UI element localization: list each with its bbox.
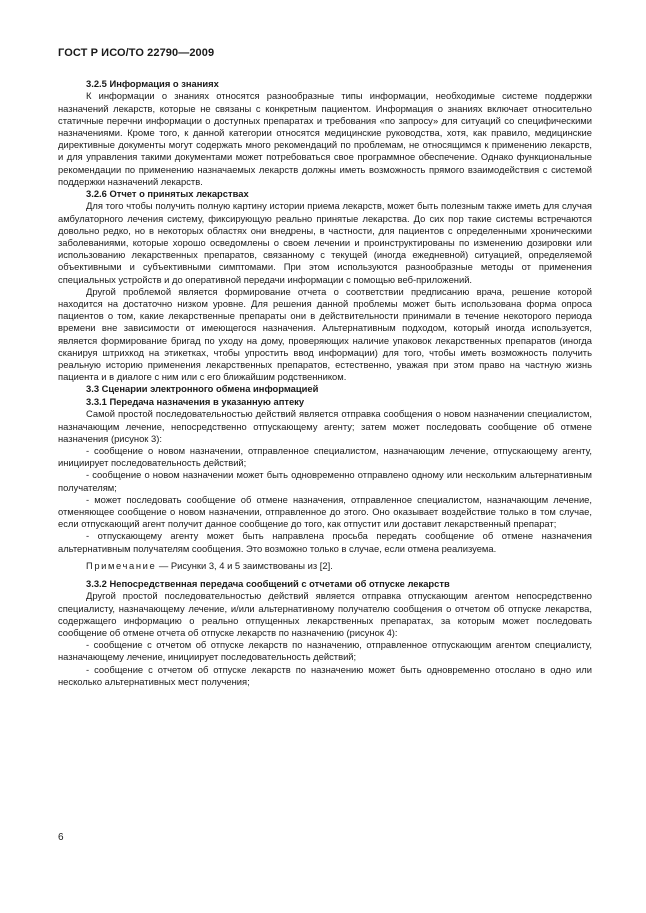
list-item: - может последовать сообщение об отмене назначения, отправленное специалистом, назначающим лечение, отменяющее сообщение о новом назначении, отправленное до этого. Оно оказывает воздействие только в том случае, если отпускающий агент получит данное сообщение до того, как отпустит или доставит лекарственный препарат;: [58, 493, 592, 530]
list-item: - сообщение с отчетом об отпуске лекарств по назначению может быть одновременно отослано в одно или несколько альтернативных мест получения;: [58, 663, 592, 687]
paragraph: Для того чтобы получить полную картину истории приема лекарств, может быть полезным также иметь для случая амбулаторного лечения систему, фиксирующую реально принятые лекарства. До сих пор такие системы встречаются довольно редко, но в некоторых областях они внедрены, в частности, для пациентов с определенными хроническими заболеваниями, которые хорошо осведомлены о своем лечении и проинструктированы по изменению дозировки или использованию лекарственных препаратов, связанному с текущей (иногда ежедневной) ситуацией, определяемой объективными и субъективными симптомами. При этом используются разнообразные методы от применения специальных устройств и до оперативной передачи информации с помощью веб-приложений.: [58, 200, 592, 285]
section-heading-3-2-6: 3.2.6 Отчет о принятых лекарствах: [86, 188, 249, 200]
section-heading-3-3-2: 3.3.2 Непосредственная передача сообщений с отчетами об отпуске лекарств: [86, 577, 450, 589]
list-item: - сообщение о новом назначении, отправленное специалистом, назначающим лечение, отпускающему агенту, инициирует последовательность действий;: [58, 444, 592, 469]
paragraph: Другой простой последовательностью действий является отправка отпускающим агентом непосредственно специалисту, назначающему лечение, и/или альтернативному получателю сообщения о отчетом об отпуске лекарства, содержащего информацию о реально отпущенных лекарственных препаратах, за которым может последовать сообщение об отмене отчета об отпуске лекарств по назначению (рисунок 4):: [58, 590, 592, 638]
note-text: — Рисунки 3, 4 и 5 заимствованы из [2].: [156, 559, 333, 571]
page-content: [58, 78, 592, 688]
paragraph: Самой простой последовательностью действий является отправка сообщения о новом назначении специалистом, назначающим лечение, непосредственно отпускающему агенту; затем может последовать сообщение об отмене назначения (рисунок 3):: [58, 408, 592, 444]
document-header: ГОСТ Р ИСО/ТО 22790—2009: [58, 47, 215, 59]
note-label: Примечание: [86, 559, 157, 571]
paragraph: Другой проблемой является формирование отчета о соответствии предписанию врача, решение которой находится на достаточно низком уровне. Для решения данной проблемы может быть использована форма опроса пациентов о том, какие лекарственные препараты они в действительности принимали в течение некоторого периода времени вне зависимости от имеющегося назначения. Альтернативным подходом, который иногда используется, является формирование бригад по уходу на дому, проверяющих наличие упаковок лекарственных препаратов (иногда сканируя штрихкод на этикетках, чтобы упростить ввод информации) для того, чтобы иметь возможность получить реальную историю применения лекарственных препаратов, естественно, уважая при этом право на частную жизнь пациента и в диалоге с ним или с его ближайшим родственником.: [58, 285, 592, 383]
page-number: 6: [58, 832, 64, 843]
list-item: - сообщение о новом назначении может быть одновременно отправлено одному или нескольким альтернативным получателям;: [58, 469, 592, 493]
list-item: - отпускающему агенту может быть направлена просьба передать сообщение об отмене назначения альтернативным получателям сообщения. Это возможно только в случае, если отмена реализуема.: [58, 530, 592, 554]
list-item: - сообщение с отчетом об отпуске лекарств по назначению, отправленное отпускающим агентом специалисту, назначающему лечение, инициирует последовательность действий;: [58, 639, 592, 663]
section-heading-3-3-1: 3.3.1 Передача назначения в указанную аптеку: [86, 395, 305, 407]
note: [58, 560, 592, 572]
section-heading-3-2-5: 3.2.5 Информация о знаниях: [86, 78, 219, 89]
paragraph: К информации о знаниях относятся разнообразные типы информации, необходимые системе поддержки назначений лекарств, которые не связаны с конкретным пациентом. Информация о знаниях включает относительно статичные перечни информации о доступных препаратах и требования «по запросу» для ситуаций со специфическими назначениями. Кроме того, к данной категории относятся медицинские руководства, хотя, как правило, медицинские директивные документы могут содержать много рекомендаций по проблемам, не относящимся к применению лекарств, и для управления такими документами может потребоваться свое программное обеспечение. Однако функциональные рекомендации по применению назначаемых лекарств должны иметь возможность прямого взаимодействия с системой поддержки назначений лекарств.: [58, 90, 592, 187]
section-heading-3-3: 3.3 Сценарии электронного обмена информацией: [86, 383, 319, 395]
